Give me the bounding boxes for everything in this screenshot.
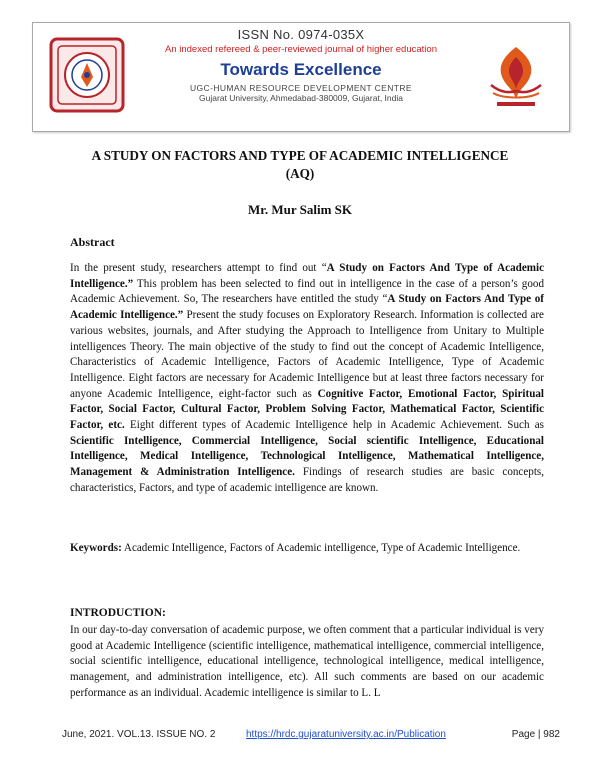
- paper-title: [60, 147, 540, 183]
- journal-masthead: [32, 22, 570, 132]
- centre-name: UGC-HUMAN RESOURCE DEVELOPMENT CENTRE: [190, 83, 412, 93]
- abstract-text: In the present study, researchers attempt to find out “: [70, 262, 327, 274]
- journal-tagline: An indexed refereed & peer-reviewed journal of higher education: [165, 44, 437, 55]
- abstract-text: This problem has been selected to find out in intelligence in the case of a person’s good Academic Achievement. So, The researchers have entitled the study “: [70, 277, 544, 306]
- footer-issue: June, 2021. VOL.13. ISSUE NO. 2: [62, 729, 216, 740]
- keywords-label: Keywords:: [70, 542, 122, 554]
- page-footer: [62, 729, 560, 743]
- abstract-heading: Abstract: [70, 235, 115, 249]
- introduction-heading: INTRODUCTION:: [70, 607, 166, 619]
- journal-title: Towards Excellence: [220, 60, 382, 79]
- abstract-text: Eight different types of Academic Intelligence help in Academic Achievement. Such as: [124, 419, 544, 432]
- abstract-paragraph: [70, 261, 544, 497]
- abstract-text: Present the study focuses on Exploratory Research. Information is collected are various websites, journals, and After studying the Approach to Intelligence from Unitary to Multiple intelligences Theory. The main objective of the study to find out the concept of Academic Intelligence, Characteristics of Academic Intelligence, Factors of Academic Intelligence, Type of Academic Intelligence. Eight factors are necessary for Academic Intelligence but at least three factors necessary for anyone Academic Intelligence, eight-factor such as: [70, 309, 544, 400]
- abstract-bold-title: A Study on Factors And Type of Academic Intelligence.”: [70, 262, 544, 290]
- abstract-text: Findings of research studies are basic concepts, characteristics, Factors, and type of academic intelligence are known.: [70, 466, 544, 494]
- issn-number: ISSN No. 0974-035X: [237, 27, 365, 42]
- keywords-text: Academic Intelligence, Factors of Academic intelligence, Type of Academic Intelligence.: [121, 542, 521, 554]
- abstract-bold-title: A Study on Factors And Type of Academic Intelligence.”: [70, 293, 544, 322]
- footer-url-link[interactable]: https://hrdc.gujaratuniversity.ac.in/Publication: [246, 729, 446, 740]
- centre-address: Gujarat University, Ahmedabad-380009, Gujarat, India: [199, 93, 403, 103]
- abstract-bold-types: Scientific Intelligence, Commercial Intelligence, Social scientific Intelligence, Educational Intelligence, Medical Intelligence, Technological Intelligence, Mathematical Intelligence, Management & Administration Intelligence.: [70, 434, 544, 479]
- paper-title-line2: (AQ): [285, 166, 315, 181]
- emblem-logo-icon: [479, 41, 553, 113]
- paper-title-line1: A STUDY ON FACTORS AND TYPE OF ACADEMIC INTELLIGENCE: [91, 148, 509, 163]
- keywords-paragraph: [70, 541, 544, 557]
- author-name: Mr. Mur Salim SK: [247, 202, 352, 217]
- introduction-paragraph: In our day-to-day conversation of academic purpose, we often comment that a particular individual is very good at Academic Intelligence (scientific intelligence, mathematical intelligence, commercial intelligence, social scientific intelligence, educational intelligence, technological intelligence, medical intelligence, management, and administration intelligence, etc). All such comments are based on our academic performance as an individual. Academic intelligence is similar to L. L: [70, 624, 544, 699]
- footer-page-number: Page | 982: [511, 729, 560, 740]
- university-seal-icon: [49, 37, 125, 113]
- abstract-bold-factors: Cognitive Factor, Emotional Factor, Spiritual Factor, Social Factor, Cultural Factor, Problem Solving Factor, Mathematical Factor, Scientific Factor, etc.: [70, 387, 545, 432]
